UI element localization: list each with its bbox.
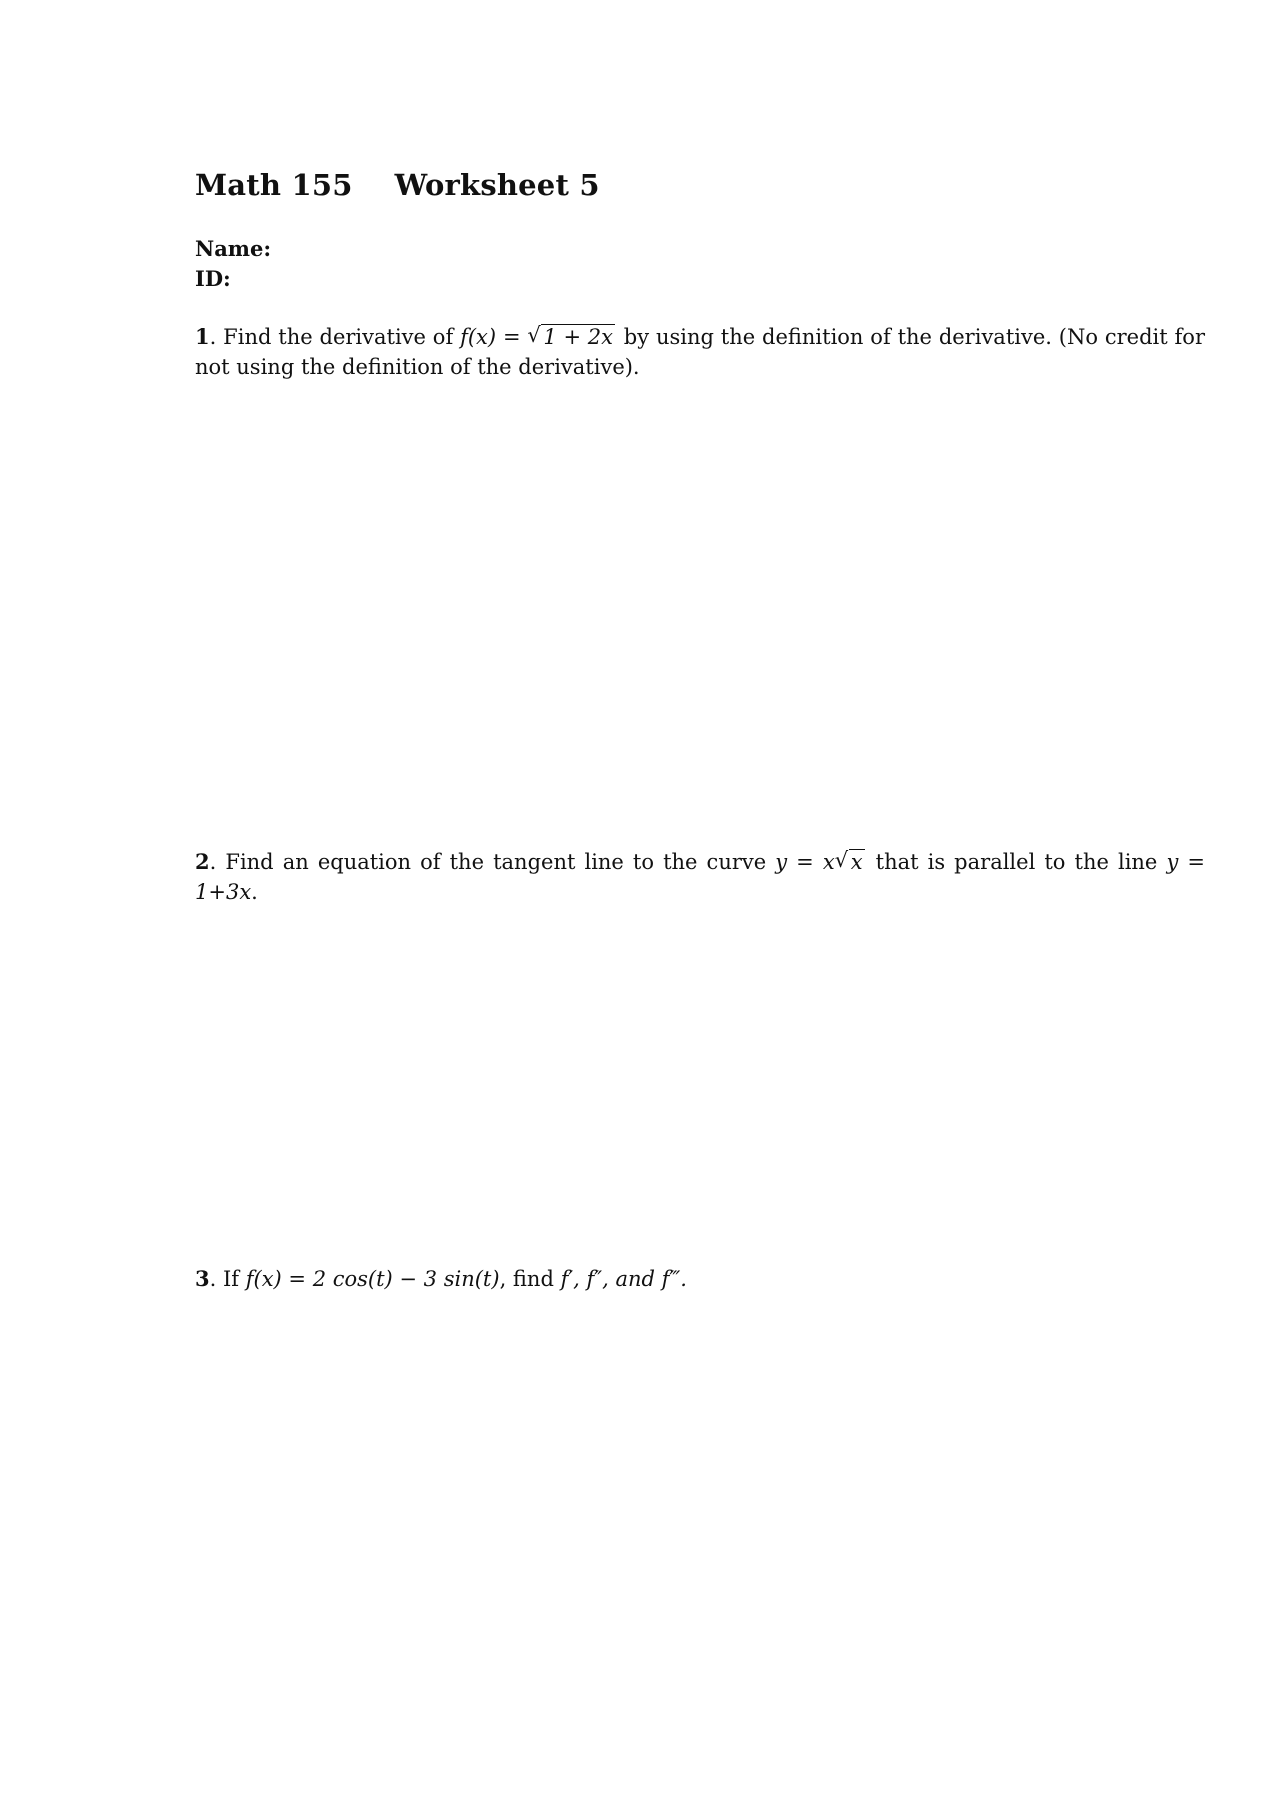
problem-text-continued: by using the definition of the derivative. (No credit for not using the definition of the derivative). [195, 325, 1205, 379]
period: . [251, 880, 258, 904]
problem-number: 3 [195, 1266, 210, 1291]
radicand: 1 + 2x [543, 325, 613, 349]
id-label: ID: [195, 266, 231, 291]
problem-number: 1 [195, 324, 210, 349]
derivatives-list: f′, f″, and f‴. [560, 1267, 687, 1291]
function-expression: f(x) = 2 cos(t) − 3 sin(t) [245, 1267, 500, 1291]
problem-1: 1. Find the derivative of f(x) = √ 1 + 2x by using the definition of the derivative. (No credit for not using the definition of the derivative). [195, 322, 1205, 382]
problem-text-continued: , find [499, 1267, 554, 1291]
sqrt-expression [835, 847, 865, 877]
name-label: Name: [195, 236, 272, 261]
problem-3: 3. If f(x) = 2 cos(t) − 3 sin(t), find f′, f″, and f‴. [195, 1266, 687, 1291]
radicand: x [850, 850, 863, 874]
page-title [195, 168, 600, 202]
function-expression: f(x) = [460, 325, 521, 349]
problem-number: 2 [195, 849, 210, 874]
problem-2: 2. Find an equation of the tangent line to the curve y = x√ x that is parallel to the line y = 1+3x. [195, 847, 1205, 907]
problem-text: Find an equation of the tangent line to the curve [225, 850, 767, 874]
worksheet-title: Worksheet 5 [394, 168, 600, 202]
problem-text-continued: that is parallel to the line [875, 850, 1158, 874]
line-equation: y = 1+3x [195, 850, 1205, 904]
problem-text: Find the derivative of [223, 325, 454, 349]
course-title: Math 155 [195, 168, 353, 202]
problem-text: If [222, 1267, 240, 1291]
curve-expression: y = x [775, 850, 835, 874]
sqrt-expression [527, 322, 615, 352]
